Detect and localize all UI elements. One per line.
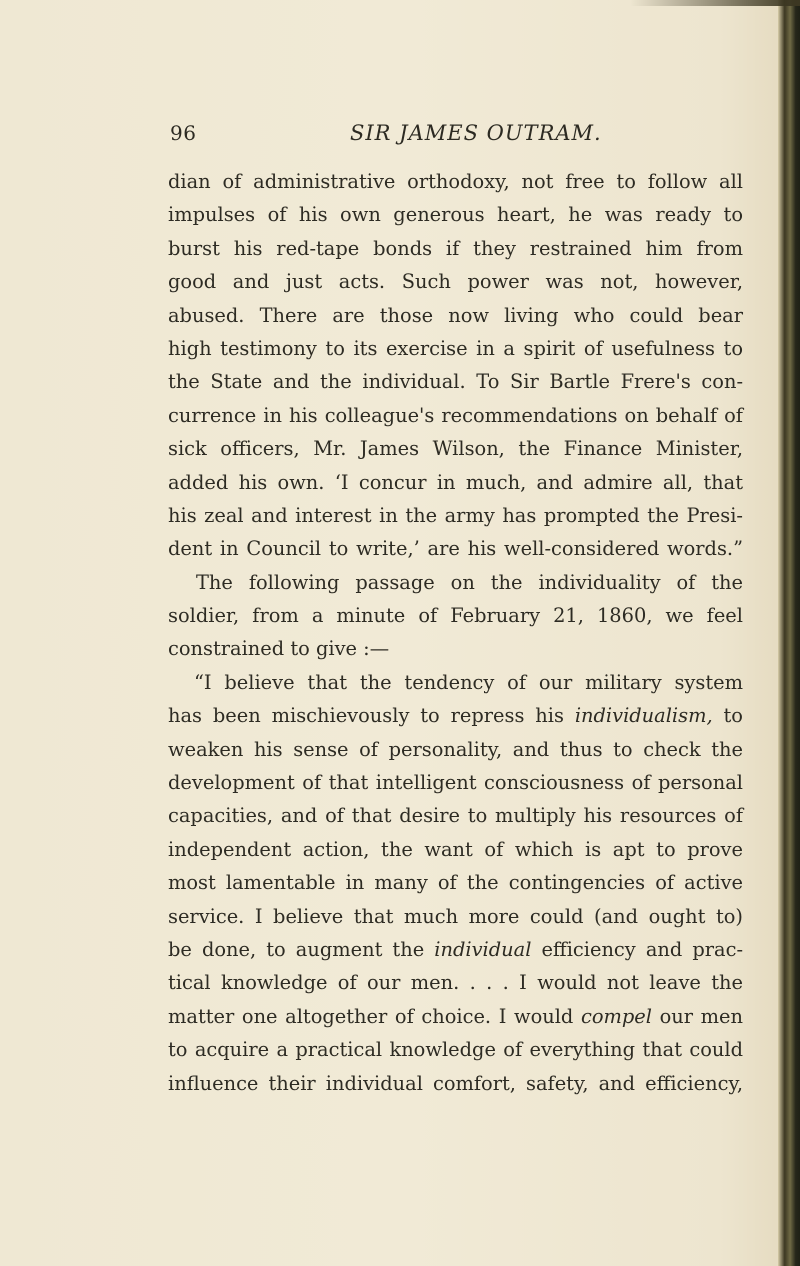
text-run: efficiency and prac- (531, 937, 743, 961)
text-line: development of that intelligent consciousness of personal (168, 771, 743, 795)
page-top-edge-shadow (630, 0, 800, 6)
page-header (170, 121, 730, 151)
text-line: abused. There are those now living who could bear (168, 303, 743, 327)
text-line: dian of administrative orthodoxy, not free to follow all (168, 170, 743, 193)
text-line: most lamentable in many of the contingencies of active (168, 871, 743, 895)
text-line: influence their individual comfort, safety, and efficiency, (168, 1071, 743, 1095)
text-line: dent in Council to write,’ are his well-considered words.” (168, 537, 743, 561)
text-line: burst his red-tape bonds if they restrained him from (168, 236, 743, 260)
running-title: SIR JAMES OUTRAM. (350, 121, 602, 145)
text-line: capacities, and of that desire to multiply his resources of (168, 804, 743, 828)
text-line: high testimony to its exercise in a spirit of usefulness to (168, 336, 743, 360)
text-line: good and just acts. Such power was not, however, (168, 270, 743, 294)
text-line: his zeal and interest in the army has prompted the Presi- (168, 503, 743, 527)
text-line: The following passage on the individuality of the (196, 570, 743, 594)
text-run: to (712, 704, 743, 728)
text-line: constrained to give :— (168, 637, 390, 661)
text-line: weaken his sense of personality, and thus to check the (168, 737, 743, 761)
text-run: our men (651, 1004, 743, 1028)
body-text (168, 165, 743, 1100)
text-run: has been mischievously to repress his (168, 704, 575, 728)
text-line-italic (168, 699, 743, 732)
italic-emphasis: individualism, (574, 704, 713, 728)
text-run: matter one altogether of choice. I would (168, 1004, 581, 1028)
text-line-italic (168, 1000, 743, 1033)
text-run: be done, to augment the (168, 937, 435, 961)
text-line: added his own. ‘I concur in much, and admire all, that (168, 470, 743, 494)
text-line: service. I believe that much more could (and ought to) (168, 904, 743, 928)
text-line: “I believe that the tendency of our military system (194, 670, 743, 694)
text-line: sick officers, Mr. James Wilson, the Finance Minister, (168, 437, 743, 461)
text-line: tical knowledge of our men. . . . I would not leave the (168, 971, 743, 995)
page-edge-shadow (778, 0, 800, 1266)
text-line: the State and the individual. To Sir Bartle Frere's con- (168, 370, 743, 394)
italic-emphasis: compel (580, 1004, 652, 1028)
text-line: soldier, from a minute of February 21, 1860, we feel (168, 604, 743, 628)
text-line: independent action, the want of which is apt to prove (168, 837, 743, 861)
text-line: impulses of his own generous heart, he was ready to (168, 203, 743, 227)
page-number: 96 (170, 121, 197, 145)
text-line-italic (168, 933, 743, 966)
text-line: to acquire a practical knowledge of everything that could (168, 1038, 743, 1062)
italic-emphasis: individual (434, 937, 532, 961)
text-line: currence in his colleague's recommendations on behalf of (168, 403, 743, 427)
